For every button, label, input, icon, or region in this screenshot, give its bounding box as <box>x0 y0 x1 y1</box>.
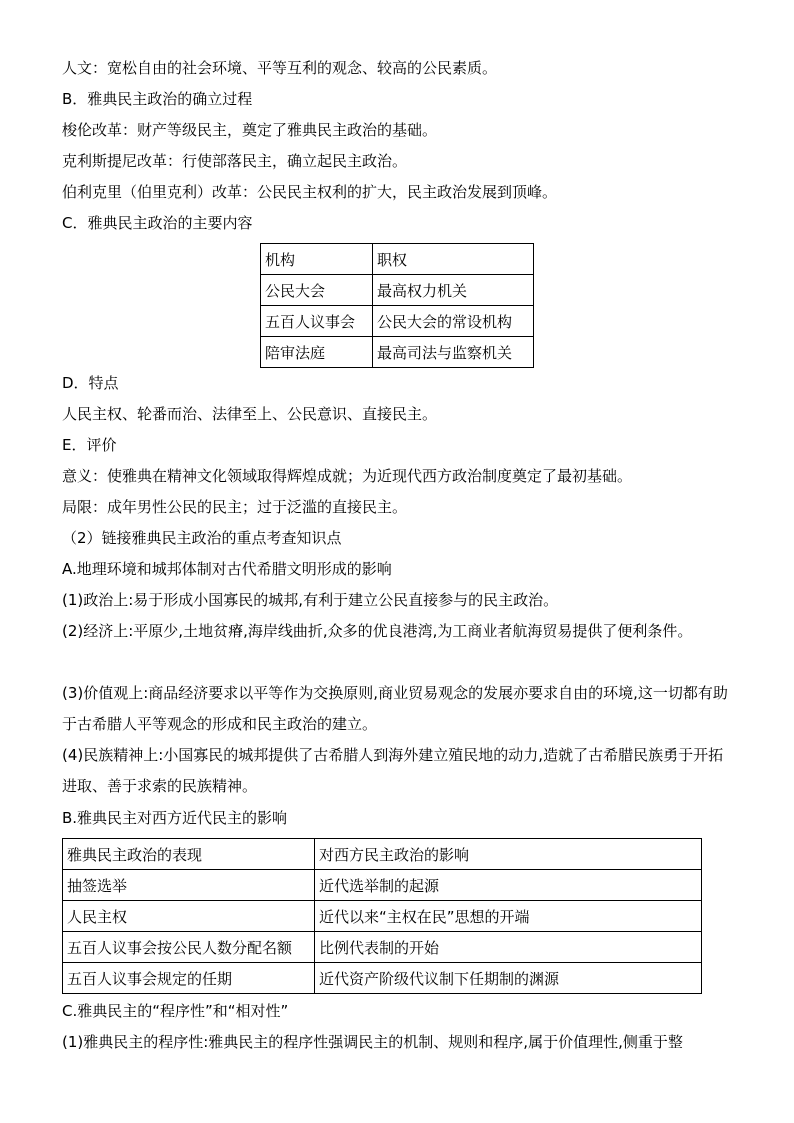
table-header-row <box>63 839 702 870</box>
influence-table <box>62 838 702 994</box>
table-row <box>261 275 534 306</box>
table-cell: 近代以来“主权在民”思想的开端 <box>315 901 702 932</box>
text-line: 人文：宽松自由的社会环境、平等互利的观念、较高的公民素质。 <box>62 59 498 77</box>
table-row <box>63 932 702 963</box>
text-paragraph: (4)民族精神上:小国寡民的城邦提供了古希腊人到海外建立殖民地的动力,造就了古希腊民族勇于开拓进取、善于求索的民族精神。 <box>62 746 724 795</box>
table-cell: 陪审法庭 <box>261 337 373 368</box>
text-line: A.地理环境和城邦体制对古代希腊文明形成的影响 <box>62 560 392 578</box>
text-line: 梭伦改革：财产等级民主，奠定了雅典民主政治的基础。 <box>62 121 438 139</box>
section-heading-c: C．雅典民主政治的主要内容 <box>62 214 253 232</box>
text-line: 克利斯提尼改革：行使部落民主，确立起民主政治。 <box>62 152 408 170</box>
table-row <box>261 337 534 368</box>
text-line: (1)雅典民主的程序性:雅典民主的程序性强调民主的机制、规则和程序,属于价值理性,侧重于整 <box>62 1033 683 1051</box>
table-header-row <box>261 244 534 275</box>
table-row <box>63 901 702 932</box>
section-heading: B.雅典民主对西方近代民主的影响 <box>62 809 288 827</box>
table-cell: 人民主权 <box>63 901 315 932</box>
text-line: 人民主权、轮番而治、法律至上、公民意识、直接民主。 <box>62 405 438 423</box>
subsection-heading: （2）链接雅典民主政治的重点考查知识点 <box>62 529 342 547</box>
text-line: 局限：成年男性公民的民主；过于泛滥的直接民主。 <box>62 498 408 516</box>
section-heading-e: E．评价 <box>62 436 117 454</box>
table-cell: 最高权力机关 <box>373 275 534 306</box>
section-heading: C.雅典民主的“程序性”和“相对性” <box>62 1002 289 1020</box>
table-header-cell: 对西方民主政治的影响 <box>315 839 702 870</box>
table-row <box>63 963 702 994</box>
table-cell: 抽签选举 <box>63 870 315 901</box>
table-header-cell: 机构 <box>261 244 373 275</box>
table-cell: 最高司法与监察机关 <box>373 337 534 368</box>
text-line: 伯利克里（伯里克利）改革：公民民主权利的扩大，民主政治发展到顶峰。 <box>62 183 558 201</box>
table-cell: 比例代表制的开始 <box>315 932 702 963</box>
table-cell: 近代选举制的起源 <box>315 870 702 901</box>
table-cell: 五百人议事会规定的任期 <box>63 963 315 994</box>
table-cell: 近代资产阶级代议制下任期制的渊源 <box>315 963 702 994</box>
institutions-table <box>260 243 534 368</box>
table-header-cell: 职权 <box>373 244 534 275</box>
table-cell: 五百人议事会 <box>261 306 373 337</box>
table-row <box>261 306 534 337</box>
text-paragraph: (3)价值观上:商品经济要求以平等作为交换原则,商业贸易观念的发展亦要求自由的环境,这一切都有助于古希腊人平等观念的形成和民主政治的建立。 <box>62 684 728 733</box>
section-heading-b: B．雅典民主政治的确立过程 <box>62 90 253 108</box>
text-line: (1)政治上:易于形成小国寡民的城邦,有利于建立公民直接参与的民主政治。 <box>62 591 559 609</box>
table-cell: 公民大会的常设机构 <box>373 306 534 337</box>
table-row <box>63 870 702 901</box>
section-heading-d: D．特点 <box>62 374 119 392</box>
table-header-cell: 雅典民主政治的表现 <box>63 839 315 870</box>
text-paragraph: (2)经济上:平原少,土地贫瘠,海岸线曲折,众多的优良港湾,为工商业者航海贸易提供了便利条件。 <box>62 622 693 640</box>
text-line: 意义：使雅典在精神文化领域取得辉煌成就；为近现代西方政治制度奠定了最初基础。 <box>62 467 633 485</box>
table-cell: 五百人议事会按公民人数分配名额 <box>63 932 315 963</box>
table-cell: 公民大会 <box>261 275 373 306</box>
